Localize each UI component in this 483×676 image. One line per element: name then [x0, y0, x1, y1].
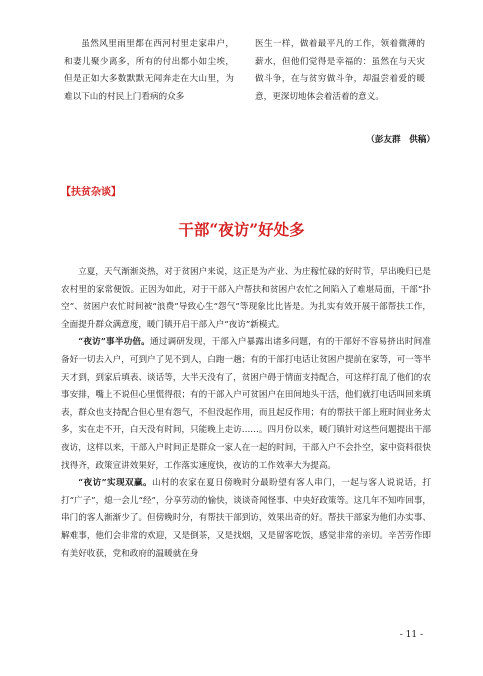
- page-number: - 11 -: [399, 630, 423, 640]
- paragraph-2: [61, 334, 431, 475]
- paragraph-3-text: 山村的农家在夏日傍晚时分最盼望有客人串门，一起与客人说说话，打打“广子”，熄一会儿“经”，分享劳动的愉快，谈谈奇闻怪事、中央好政策等。这几年不知咋回事，串门的客人渐渐少了。但傍晚时分，有帮扶干部到访，效果出奇的好。帮扶干部家为他们办实事、解难事，他们会非常的欢迎，又是倒茶，又是找烟，又是留客吃饭，感觉非常的亲切。辛苦劳作即有美好收获，党和政府的温暖就在身: [61, 478, 431, 559]
- article-body: [61, 264, 431, 563]
- top-article-columns: [64, 36, 436, 146]
- section-tag: 【扶贫杂谈】: [61, 187, 121, 198]
- article-title: 干部“夜访”好处多: [178, 220, 305, 239]
- paragraph-2-lead: “夜访”事半功倍。: [78, 337, 150, 348]
- article-credit: （彭友群 供稿）: [366, 135, 435, 145]
- top-article-column-right: 医生一样，做着最平凡的工作，领着微薄的薪水，但他们觉得是幸福的：虽然在与天灾做斗争，在与贫穷做斗争，却温尝着爱的暖意，更深切地体会着活着的意义。: [255, 39, 425, 102]
- top-article-column-left: 虽然风里雨里都在西河村里走家串户，和妻儿聚少离多，所有的付出都小如尘埃，但是正如大多数默默无闻奔走在大山里，为难以下山的村民上门看病的众多: [64, 39, 234, 102]
- paragraph-2-text: 通过调研发现，干部入户暴露出诸多问题，有的干部好不容易挤出时间准备好一切去入户，可到户了见不到人，白跑一趟；有的干部打电话让贫困户提前在家等，可一等半天才到，到家后填表、谈话等，大半天没有了，贫困户碍于情面支持配合，可这样打乱了他们的农事安排，嘴上不说但心里慌得很；有的干部入户可贫困户在田间地头干活，他们就打电话叫回来填表，群众也支持配合但心里有怨气，不但没起作用，而且起反作用；有的帮扶干部上班时间业务太多，实在走不开，白天没有时间，只能晚上走访……。四月份以来，暖门镇针对这些问题提出干部夜访，这样以来，干部入户时间正是群众一家人在一起的时间，干部入户不会扑空，家中资料很快找得齐，政策宣讲效果好，工作落实速度快，夜访的工作效率大为提高。: [61, 337, 431, 471]
- paragraph-1: 立夏，天气渐渐炎热，对于贫困户来说，这正是为产业、为庄稼忙碌的好时节，早出晚归已是农村里的家常便饭。正因为如此，对于干部入户帮扶和贫困户农忙之间陷入了难堪局面，干部“扑空”、贫困户农忙时间被“浪费”导致心生“怨气”等现象比比皆是。为扎实有效开展干部帮扶工作，全面提升群众满意度，暖门镇开启干部入户“夜访”新模式。: [61, 267, 431, 330]
- paragraph-3: [61, 475, 431, 563]
- paragraph-3-lead: “夜访”实现双赢。: [78, 478, 153, 489]
